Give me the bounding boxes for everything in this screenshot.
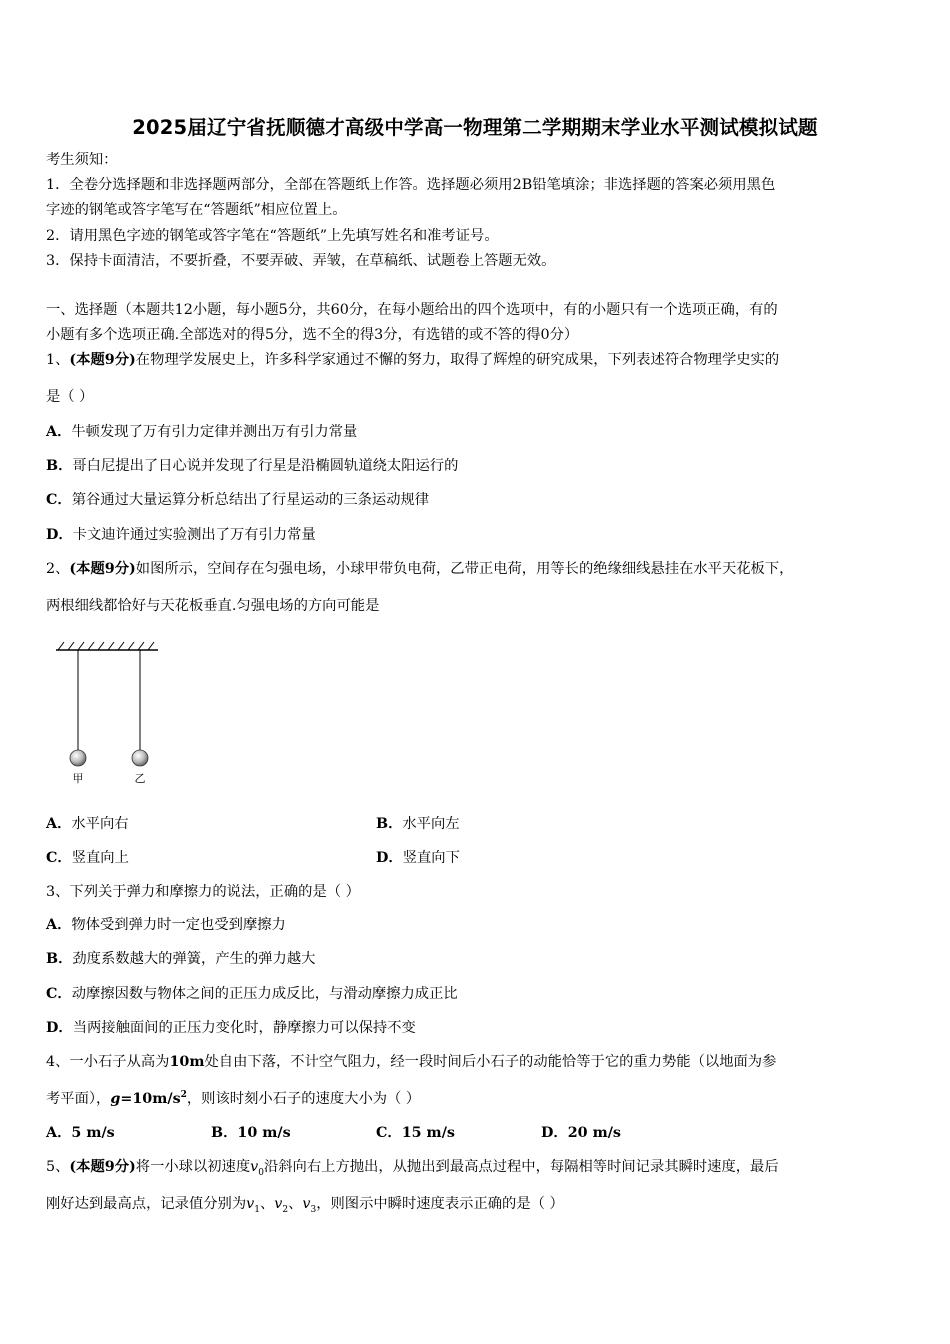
notice-item-2: 2．请用黑色字迹的钢笔或答字笔在“答题纸”上先填写姓名和准考证号。: [46, 228, 499, 244]
notice-item-3: 3．保持卡面清洁，不要折叠，不要弄破、弄皱，在草稿纸、试题卷上答题无效。: [46, 253, 556, 269]
q2-option-d: D．竖直向下: [376, 850, 460, 866]
q4-option-d: D．20 m/s: [541, 1125, 621, 1141]
q4-stem-line-2: 考平面），$g=10m/s^2$，则该时刻小石子的速度大小为（ ）: [46, 1090, 421, 1107]
q3-option-b: B．劲度系数越大的弹簧，产生的弹力越大: [46, 951, 316, 967]
q4-option-a: A．5 m/s: [46, 1125, 115, 1141]
section-header-line-1: 一、选择题（本题共12小题，每小题5分，共60分，在每小题给出的四个选项中，有的小题只有一个选项正确，有的: [46, 302, 778, 318]
q1-stem-line-1: [46, 349, 779, 371]
q2-stem-text: 如图所示，空间存在匀强电场，小球甲带负电荷，乙带正电荷，用等长的绝缘细线悬挂在水平天花板下，: [135, 561, 794, 577]
q2-option-a: A．水平向右: [46, 816, 129, 832]
q2-option-c: C．竖直向上: [46, 850, 129, 866]
q1-stem-text: 在物理学发展史上，许多科学家通过不懈的努力，取得了辉煌的研究成果，下列表述符合物理学史实的: [135, 352, 780, 368]
page-title: 2025届辽宁省抚顺德才高级中学高一物理第二学期期末学业水平测试模拟试题: [132, 116, 818, 139]
q4-option-c: C．15 m/s: [376, 1125, 455, 1141]
q1-option-d: D．卡文迪许通过实验测出了万有引力常量: [46, 527, 316, 543]
q3-option-a: A．物体受到弹力时一定也受到摩擦力: [46, 917, 286, 933]
q2-stem-line-2: 两根细线都恰好与天花板垂直.匀强电场的方向可能是: [46, 598, 380, 614]
q1-option-a: A．牛顿发现了万有引力定律并测出万有引力常量: [46, 424, 358, 440]
q5-stem-line-1: 5、(本题9分)将一小球以初速度$v_0$沿斜向右上方抛出，从抛出到最高点过程中，每隔相等时间记录其瞬时速度，最后: [46, 1159, 779, 1178]
q3-stem: 3、下列关于弹力和摩擦力的说法，正确的是（ ）: [46, 884, 360, 900]
q1-score-tag: (本题9分): [69, 352, 136, 368]
q2-pendulum-figure: [52, 636, 162, 786]
notice-item-1a: 1．全卷分选择题和非选择题两部分，全部在答题纸上作答。选择题必须用2B铅笔填涂；非选择题的答案必须用黑色: [46, 177, 776, 193]
q2-stem-line-1: [46, 558, 793, 580]
notice-heading: 考生须知：: [46, 152, 118, 168]
notice-item-1b: 字迹的钢笔或答字笔写在“答题纸”相应位置上。: [46, 202, 347, 218]
q1-option-c: C．第谷通过大量运算分析总结出了行星运动的三条运动规律: [46, 492, 430, 508]
q4-stem-line-1: 4、一小石子从高为10m处自由下落，不计空气阻力，经一段时间后小石子的动能恰等于它的重力势能（以地面为参: [46, 1054, 777, 1070]
q5-stem-line-2: 刚好达到最高点，记录值分别为$v_1$、$v_2$、$v_3$，则图示中瞬时速度表示正确的是（ ）: [46, 1196, 564, 1215]
pendulum-diagram: [52, 636, 162, 786]
ceiling-hatch: [58, 642, 154, 650]
ball-label-left: 甲: [72, 772, 84, 785]
ball-label-right: 乙: [134, 772, 146, 785]
q3-option-d: D．当两接触面间的正压力变化时，静摩擦力可以保持不变: [46, 1020, 416, 1036]
ball-yi: [132, 750, 148, 766]
q1-number: 1、: [46, 352, 70, 368]
q2-option-b: B．水平向左: [376, 816, 460, 832]
q4-option-b: B．10 m/s: [211, 1125, 291, 1141]
q2-score-tag: (本题9分): [69, 561, 136, 577]
q2-number: 2、: [46, 561, 70, 577]
q1-stem-line-2: 是（ ）: [46, 389, 94, 405]
section-header-line-2: 小题有多个选项正确.全部选对的得5分，选不全的得3分，有选错的或不答的得0分）: [46, 327, 579, 343]
q1-option-b: B．哥白尼提出了日心说并发现了行星是沿椭圆轨道绕太阳运行的: [46, 458, 459, 474]
ball-jia: [70, 750, 86, 766]
q3-option-c: C．动摩擦因数与物体之间的正压力成反比，与滑动摩擦力成正比: [46, 986, 458, 1002]
